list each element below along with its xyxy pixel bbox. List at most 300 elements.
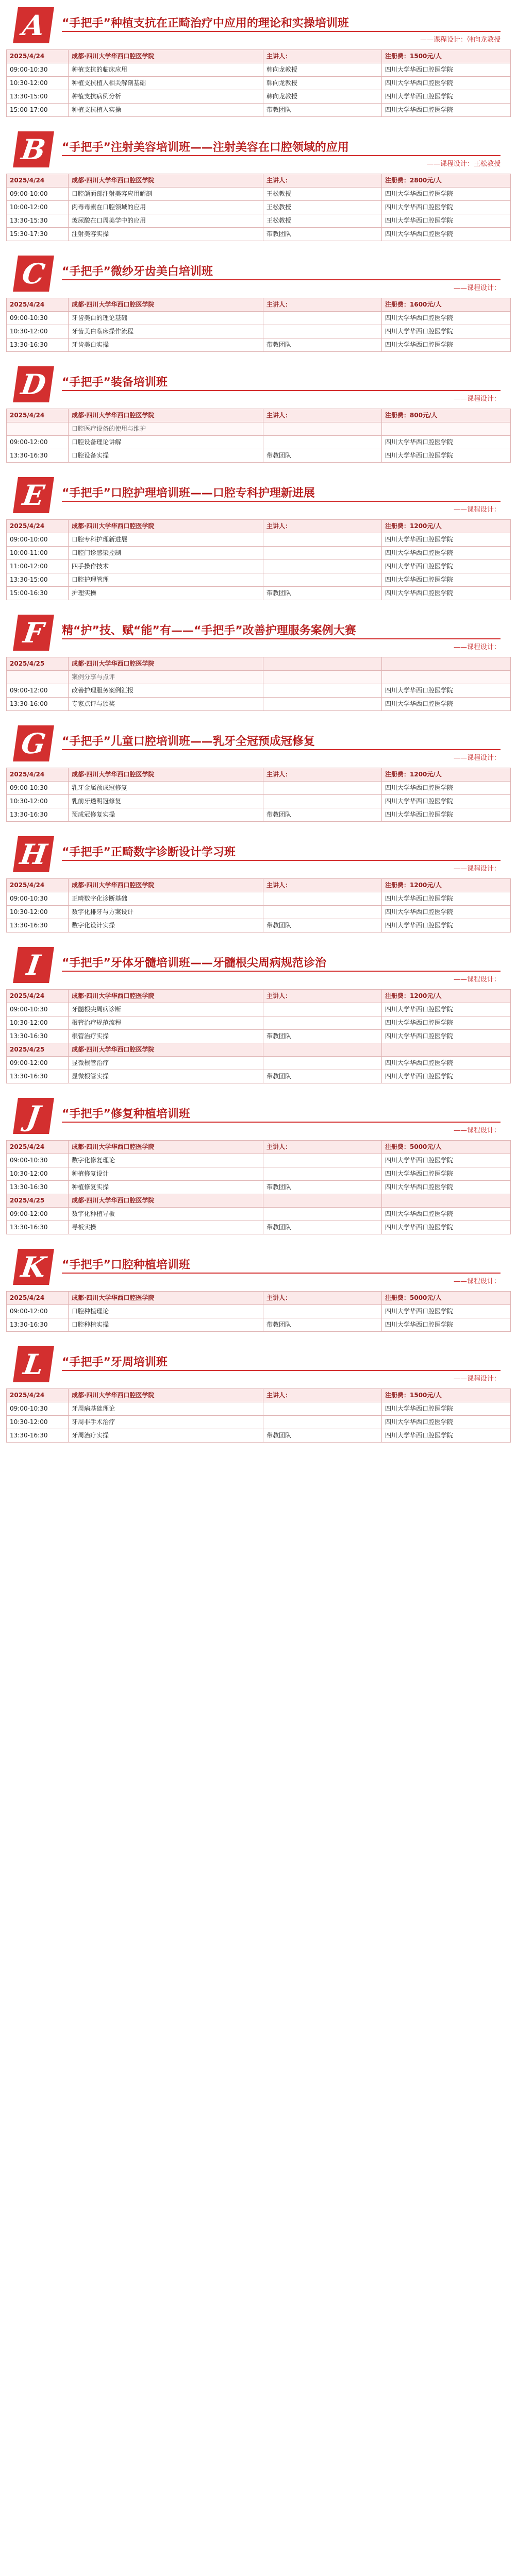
content-cell: 口腔设备理论讲解 xyxy=(69,436,263,449)
content-cell: 成都·四川大学华西口腔医学院 xyxy=(69,990,263,1003)
schedule-row xyxy=(7,587,511,600)
time-cell: 13:30-16:30 xyxy=(7,1221,69,1234)
time-cell: 13:30-16:30 xyxy=(7,449,69,463)
section-title: 精“护”技、赋“能”有——“手把手”改善护理服务案例大赛 xyxy=(62,624,356,637)
title-underline xyxy=(62,1370,501,1371)
schedule-row xyxy=(7,1221,511,1234)
schedule-row xyxy=(7,338,511,352)
content-cell: 牙周病基础理论 xyxy=(69,1402,263,1416)
speaker-cell: 韩向龙教授 xyxy=(263,90,382,104)
time-cell: 10:30-12:00 xyxy=(7,795,69,808)
course-section xyxy=(6,0,511,124)
speaker-cell: 带教团队 xyxy=(263,1070,382,1083)
place-cell: 四川大学华西口腔医学院 xyxy=(382,906,511,919)
content-cell: 改善护理服务案例汇报 xyxy=(69,684,263,698)
place-cell: 四川大学华西口腔医学院 xyxy=(382,214,511,228)
content-cell: 成都·四川大学华西口腔医学院 xyxy=(69,657,263,671)
content-cell: 成都·四川大学华西口腔医学院 xyxy=(69,1194,263,1208)
section-subtitle: ——课程设计： xyxy=(453,976,501,984)
time-cell: 10:30-12:00 xyxy=(7,1167,69,1181)
place-cell: 四川大学华西口腔医学院 xyxy=(382,1429,511,1443)
schedule-row xyxy=(7,325,511,338)
time-cell: 15:30-17:30 xyxy=(7,228,69,241)
speaker-cell xyxy=(263,533,382,547)
schedule-table xyxy=(6,657,511,711)
schedule-row xyxy=(7,1141,511,1154)
schedule-row xyxy=(7,1003,511,1016)
speaker-cell xyxy=(263,1416,382,1429)
speaker-cell: 韩向龙教授 xyxy=(263,63,382,77)
section-title: “手把手”微纱牙齿美白培训班 xyxy=(62,265,213,278)
schedule-row xyxy=(7,1429,511,1443)
speaker-cell: 主讲人： xyxy=(263,1389,382,1402)
section-subtitle: ——课程设计： xyxy=(453,643,501,651)
place-cell: 四川大学华西口腔医学院 xyxy=(382,1221,511,1234)
schedule-row xyxy=(7,1030,511,1043)
schedule-row xyxy=(7,657,511,671)
schedule-row xyxy=(7,698,511,711)
time-cell: 2025/4/24 xyxy=(7,520,69,533)
schedule-row xyxy=(7,547,511,560)
title-underline xyxy=(62,638,501,639)
place-cell: 注册费：800元/人 xyxy=(382,409,511,422)
time-cell: 09:00-12:00 xyxy=(7,1208,69,1221)
schedule-row xyxy=(7,808,511,822)
speaker-cell xyxy=(263,906,382,919)
content-cell: 种植修复实操 xyxy=(69,1181,263,1194)
schedule-row xyxy=(7,1043,511,1057)
speaker-cell: 王松教授 xyxy=(263,214,382,228)
place-cell: 四川大学华西口腔医学院 xyxy=(382,1305,511,1318)
content-cell: 肉毒毒素在口腔领域的应用 xyxy=(69,201,263,214)
time-cell: 09:00-12:00 xyxy=(7,1305,69,1318)
title-underline xyxy=(62,390,501,391)
content-cell: 数字化排牙与方案设计 xyxy=(69,906,263,919)
content-cell: 正畸数字化诊断基础 xyxy=(69,892,263,906)
place-cell xyxy=(382,671,511,684)
content-cell: 根管治疗规范流程 xyxy=(69,1016,263,1030)
schedule-table xyxy=(6,1388,511,1443)
section-header xyxy=(6,607,511,657)
title-underline xyxy=(62,155,501,156)
section-header xyxy=(6,248,511,298)
place-cell: 四川大学华西口腔医学院 xyxy=(382,698,511,711)
section-spacer xyxy=(6,241,511,248)
speaker-cell xyxy=(263,782,382,795)
content-cell: 牙髓根尖周病诊断 xyxy=(69,1003,263,1016)
content-cell: 种植支抗的临床应用 xyxy=(69,63,263,77)
time-cell: 10:30-12:00 xyxy=(7,77,69,90)
content-cell: 根管治疗实操 xyxy=(69,1030,263,1043)
speaker-cell: 主讲人： xyxy=(263,990,382,1003)
schedule-row xyxy=(7,90,511,104)
speaker-cell: 带教团队 xyxy=(263,808,382,822)
section-spacer xyxy=(6,1234,511,1242)
schedule-row xyxy=(7,1318,511,1332)
speaker-cell xyxy=(263,547,382,560)
speaker-cell xyxy=(263,1043,382,1057)
schedule-row xyxy=(7,449,511,463)
schedule-row xyxy=(7,50,511,63)
speaker-cell xyxy=(263,1057,382,1070)
content-cell: 口腔护理管理 xyxy=(69,573,263,587)
course-section xyxy=(6,607,511,718)
section-header xyxy=(6,1339,511,1388)
section-title: “手把手”口腔护理培训班——口腔专科护理新进展 xyxy=(62,487,315,500)
time-cell: 2025/4/24 xyxy=(7,879,69,892)
time-cell: 09:00-10:30 xyxy=(7,63,69,77)
section-letter-badge: I xyxy=(13,947,54,983)
section-letter-badge: K xyxy=(13,1249,54,1285)
schedule-row xyxy=(7,63,511,77)
place-cell: 四川大学华西口腔医学院 xyxy=(382,104,511,117)
speaker-cell: 主讲人： xyxy=(263,768,382,782)
content-cell: 牙齿美白临床操作流程 xyxy=(69,325,263,338)
content-cell: 乳牙金属预成冠修复 xyxy=(69,782,263,795)
place-cell: 四川大学华西口腔医学院 xyxy=(382,573,511,587)
section-header xyxy=(6,124,511,174)
place-cell: 四川大学华西口腔医学院 xyxy=(382,1057,511,1070)
time-cell: 09:00-10:30 xyxy=(7,1154,69,1167)
title-underline xyxy=(62,31,501,32)
content-cell: 口腔种植理论 xyxy=(69,1305,263,1318)
schedule-table xyxy=(6,298,511,352)
schedule-row xyxy=(7,1208,511,1221)
place-cell: 注册费：1200元/人 xyxy=(382,990,511,1003)
place-cell: 四川大学华西口腔医学院 xyxy=(382,533,511,547)
speaker-cell: 带教团队 xyxy=(263,1318,382,1332)
place-cell: 四川大学华西口腔医学院 xyxy=(382,1016,511,1030)
time-cell: 09:00-10:00 xyxy=(7,533,69,547)
course-section xyxy=(6,1091,511,1242)
place-cell: 四川大学华西口腔医学院 xyxy=(382,892,511,906)
time-cell: 2025/4/25 xyxy=(7,1043,69,1057)
schedule-row xyxy=(7,782,511,795)
time-cell: 2025/4/25 xyxy=(7,1194,69,1208)
schedule-table xyxy=(6,49,511,117)
section-spacer xyxy=(6,463,511,470)
time-cell: 10:30-12:00 xyxy=(7,906,69,919)
time-cell: 09:00-12:00 xyxy=(7,1057,69,1070)
time-cell xyxy=(7,671,69,684)
speaker-cell: 主讲人： xyxy=(263,520,382,533)
speaker-cell: 带教团队 xyxy=(263,449,382,463)
speaker-cell xyxy=(263,1016,382,1030)
content-cell: 乳前牙透明冠修复 xyxy=(69,795,263,808)
schedule-row xyxy=(7,1154,511,1167)
section-subtitle: ——课程设计： xyxy=(453,754,501,762)
content-cell: 注射美容实操 xyxy=(69,228,263,241)
place-cell: 四川大学华西口腔医学院 xyxy=(382,201,511,214)
schedule-row xyxy=(7,409,511,422)
content-cell: 成都·四川大学华西口腔医学院 xyxy=(69,409,263,422)
schedule-row xyxy=(7,671,511,684)
place-cell: 四川大学华西口腔医学院 xyxy=(382,436,511,449)
place-cell: 四川大学华西口腔医学院 xyxy=(382,684,511,698)
section-letter-badge: D xyxy=(13,366,54,402)
place-cell: 四川大学华西口腔医学院 xyxy=(382,1030,511,1043)
place-cell: 四川大学华西口腔医学院 xyxy=(382,795,511,808)
content-cell: 成都·四川大学华西口腔医学院 xyxy=(69,1292,263,1305)
time-cell: 09:00-10:30 xyxy=(7,1402,69,1416)
section-header xyxy=(6,718,511,768)
speaker-cell xyxy=(263,325,382,338)
time-cell: 13:30-15:30 xyxy=(7,214,69,228)
content-cell: 玻尿酸在口周美学中的应用 xyxy=(69,214,263,228)
time-cell: 2025/4/25 xyxy=(7,657,69,671)
place-cell: 四川大学华西口腔医学院 xyxy=(382,1318,511,1332)
place-cell: 四川大学华西口腔医学院 xyxy=(382,1181,511,1194)
content-cell: 口腔专科护理新进展 xyxy=(69,533,263,547)
place-cell xyxy=(382,422,511,436)
course-section xyxy=(6,1339,511,1450)
content-cell: 显微根管治疗 xyxy=(69,1057,263,1070)
schedule-row xyxy=(7,188,511,201)
place-cell: 注册费：1200元/人 xyxy=(382,879,511,892)
schedule-row xyxy=(7,768,511,782)
place-cell xyxy=(382,1043,511,1057)
place-cell: 四川大学华西口腔医学院 xyxy=(382,338,511,352)
place-cell xyxy=(382,1194,511,1208)
content-cell: 显微根管实操 xyxy=(69,1070,263,1083)
place-cell: 四川大学华西口腔医学院 xyxy=(382,1208,511,1221)
place-cell: 四川大学华西口腔医学院 xyxy=(382,63,511,77)
content-cell: 数字化修复理论 xyxy=(69,1154,263,1167)
section-title: “手把手”牙体牙髓培训班——牙髓根尖周病规范诊治 xyxy=(62,957,326,970)
section-header xyxy=(6,1242,511,1291)
section-subtitle: ——课程设计： xyxy=(453,395,501,403)
schedule-row xyxy=(7,77,511,90)
place-cell: 注册费：5000元/人 xyxy=(382,1292,511,1305)
speaker-cell xyxy=(263,657,382,671)
content-cell: 口腔种植实操 xyxy=(69,1318,263,1332)
content-cell: 成都·四川大学华西口腔医学院 xyxy=(69,879,263,892)
content-cell: 种植支抗病例分析 xyxy=(69,90,263,104)
speaker-cell: 王松教授 xyxy=(263,201,382,214)
title-underline xyxy=(62,1122,501,1123)
section-subtitle: ——课程设计： xyxy=(453,1127,501,1134)
section-subtitle: ——课程设计： xyxy=(453,1375,501,1383)
place-cell: 注册费：1500元/人 xyxy=(382,1389,511,1402)
speaker-cell: 带教团队 xyxy=(263,587,382,600)
schedule-row xyxy=(7,892,511,906)
place-cell: 注册费：1200元/人 xyxy=(382,520,511,533)
title-underline xyxy=(62,1273,501,1274)
schedule-row xyxy=(7,1305,511,1318)
time-cell: 13:30-16:30 xyxy=(7,1181,69,1194)
section-title: “手把手”装备培训班 xyxy=(62,376,168,389)
schedule-row xyxy=(7,228,511,241)
section-letter-badge: B xyxy=(13,131,54,167)
place-cell: 四川大学华西口腔医学院 xyxy=(382,449,511,463)
section-header xyxy=(6,829,511,878)
section-title: “手把手”种植支抗在正畸治疗中应用的理论和实操培训班 xyxy=(62,17,349,30)
schedule-row xyxy=(7,1416,511,1429)
schedule-row xyxy=(7,1181,511,1194)
section-header xyxy=(6,0,511,49)
speaker-cell xyxy=(263,1305,382,1318)
schedule-row xyxy=(7,174,511,188)
content-cell: 导板实操 xyxy=(69,1221,263,1234)
title-underline xyxy=(62,971,501,972)
place-cell: 四川大学华西口腔医学院 xyxy=(382,188,511,201)
section-subtitle: ——课程设计：王松教授 xyxy=(426,160,501,168)
speaker-cell xyxy=(263,312,382,325)
speaker-cell: 王松教授 xyxy=(263,188,382,201)
schedule-row xyxy=(7,201,511,214)
course-section xyxy=(6,248,511,359)
time-cell: 09:00-10:30 xyxy=(7,312,69,325)
speaker-cell xyxy=(263,684,382,698)
place-cell: 注册费：1200元/人 xyxy=(382,768,511,782)
course-section xyxy=(6,940,511,1091)
section-letter-badge: C xyxy=(13,256,54,292)
speaker-cell xyxy=(263,1194,382,1208)
place-cell xyxy=(382,657,511,671)
place-cell: 四川大学华西口腔医学院 xyxy=(382,90,511,104)
schedule-table xyxy=(6,768,511,822)
content-cell: 口腔设备实操 xyxy=(69,449,263,463)
content-cell: 牙周治疗实操 xyxy=(69,1429,263,1443)
schedule-row xyxy=(7,1167,511,1181)
time-cell: 09:00-12:00 xyxy=(7,684,69,698)
section-title: “手把手”正畸数字诊断设计学习班 xyxy=(62,846,236,859)
place-cell: 四川大学华西口腔医学院 xyxy=(382,808,511,822)
content-cell: 成都·四川大学华西口腔医学院 xyxy=(69,1389,263,1402)
speaker-cell: 主讲人： xyxy=(263,879,382,892)
speaker-cell xyxy=(263,560,382,573)
speaker-cell: 主讲人： xyxy=(263,298,382,312)
schedule-table xyxy=(6,1140,511,1234)
place-cell: 四川大学华西口腔医学院 xyxy=(382,312,511,325)
section-title: “手把手”修复种植培训班 xyxy=(62,1108,190,1121)
time-cell: 2025/4/24 xyxy=(7,990,69,1003)
content-cell: 案例分享与点评 xyxy=(69,671,263,684)
time-cell: 10:30-12:00 xyxy=(7,1416,69,1429)
schedule-row xyxy=(7,214,511,228)
speaker-cell xyxy=(263,1154,382,1167)
speaker-cell: 韩向龙教授 xyxy=(263,77,382,90)
time-cell: 09:00-10:30 xyxy=(7,1003,69,1016)
content-cell: 成都·四川大学华西口腔医学院 xyxy=(69,298,263,312)
section-subtitle: ——课程设计： xyxy=(453,865,501,873)
content-cell: 预成冠修复实操 xyxy=(69,808,263,822)
schedule-row xyxy=(7,684,511,698)
content-cell: 四手操作技术 xyxy=(69,560,263,573)
speaker-cell xyxy=(263,698,382,711)
content-cell: 种植支抗植入相关解剖基础 xyxy=(69,77,263,90)
section-spacer xyxy=(6,1443,511,1450)
content-cell: 种植修复设计 xyxy=(69,1167,263,1181)
place-cell: 四川大学华西口腔医学院 xyxy=(382,1154,511,1167)
speaker-cell xyxy=(263,671,382,684)
time-cell: 13:30-15:00 xyxy=(7,573,69,587)
content-cell: 数字化种植导板 xyxy=(69,1208,263,1221)
content-cell: 专家点评与颁奖 xyxy=(69,698,263,711)
section-title: “手把手”注射美容培训班——注射美容在口腔领域的应用 xyxy=(62,141,349,154)
time-cell: 2025/4/24 xyxy=(7,50,69,63)
schedule-row xyxy=(7,533,511,547)
schedule-table xyxy=(6,519,511,600)
content-cell: 牙齿美白的理论基础 xyxy=(69,312,263,325)
section-spacer xyxy=(6,600,511,607)
time-cell: 2025/4/24 xyxy=(7,409,69,422)
section-spacer xyxy=(6,352,511,359)
time-cell: 10:30-12:00 xyxy=(7,325,69,338)
time-cell: 2025/4/24 xyxy=(7,1389,69,1402)
section-header xyxy=(6,359,511,409)
section-letter-badge: A xyxy=(13,7,54,43)
schedule-row xyxy=(7,436,511,449)
place-cell: 注册费：5000元/人 xyxy=(382,1141,511,1154)
speaker-cell: 带教团队 xyxy=(263,919,382,933)
course-section xyxy=(6,124,511,248)
speaker-cell xyxy=(263,1208,382,1221)
time-cell: 2025/4/24 xyxy=(7,1141,69,1154)
time-cell: 2025/4/24 xyxy=(7,298,69,312)
time-cell: 13:30-16:30 xyxy=(7,919,69,933)
time-cell: 2025/4/24 xyxy=(7,768,69,782)
schedule-row xyxy=(7,104,511,117)
section-letter-badge: H xyxy=(13,836,54,872)
speaker-cell: 带教团队 xyxy=(263,1221,382,1234)
title-underline xyxy=(62,501,501,502)
place-cell: 四川大学华西口腔医学院 xyxy=(382,1003,511,1016)
speaker-cell: 主讲人： xyxy=(263,1141,382,1154)
speaker-cell: 带教团队 xyxy=(263,1030,382,1043)
content-cell: 成都·四川大学华西口腔医学院 xyxy=(69,50,263,63)
content-cell: 口腔医疗设备的使用与维护 xyxy=(69,422,263,436)
place-cell: 四川大学华西口腔医学院 xyxy=(382,1416,511,1429)
section-spacer xyxy=(6,117,511,124)
section-header xyxy=(6,940,511,989)
section-letter-badge: E xyxy=(13,477,54,513)
time-cell: 13:30-16:30 xyxy=(7,808,69,822)
time-cell: 13:30-15:00 xyxy=(7,90,69,104)
place-cell: 四川大学华西口腔医学院 xyxy=(382,919,511,933)
content-cell: 牙齿美白实操 xyxy=(69,338,263,352)
time-cell xyxy=(7,422,69,436)
content-cell: 成都·四川大学华西口腔医学院 xyxy=(69,174,263,188)
time-cell: 09:00-10:30 xyxy=(7,782,69,795)
time-cell: 13:30-16:30 xyxy=(7,1030,69,1043)
schedule-row xyxy=(7,906,511,919)
place-cell: 四川大学华西口腔医学院 xyxy=(382,228,511,241)
speaker-cell xyxy=(263,1167,382,1181)
section-spacer xyxy=(6,933,511,940)
section-header xyxy=(6,470,511,519)
section-spacer xyxy=(6,711,511,718)
course-section xyxy=(6,1242,511,1339)
schedule-row xyxy=(7,990,511,1003)
speaker-cell: 带教团队 xyxy=(263,1181,382,1194)
place-cell: 四川大学华西口腔医学院 xyxy=(382,1070,511,1083)
time-cell: 13:30-16:30 xyxy=(7,1070,69,1083)
schedule-row xyxy=(7,1402,511,1416)
section-subtitle: ——课程设计：韩向龙教授 xyxy=(420,36,501,44)
speaker-cell: 带教团队 xyxy=(263,338,382,352)
schedule-row xyxy=(7,1292,511,1305)
schedule-row xyxy=(7,1389,511,1402)
course-section xyxy=(6,829,511,940)
content-cell: 成都·四川大学华西口腔医学院 xyxy=(69,1141,263,1154)
speaker-cell: 带教团队 xyxy=(263,1429,382,1443)
schedule-row xyxy=(7,520,511,533)
title-underline xyxy=(62,860,501,861)
title-underline xyxy=(62,749,501,750)
schedule-row xyxy=(7,573,511,587)
time-cell: 2025/4/24 xyxy=(7,174,69,188)
